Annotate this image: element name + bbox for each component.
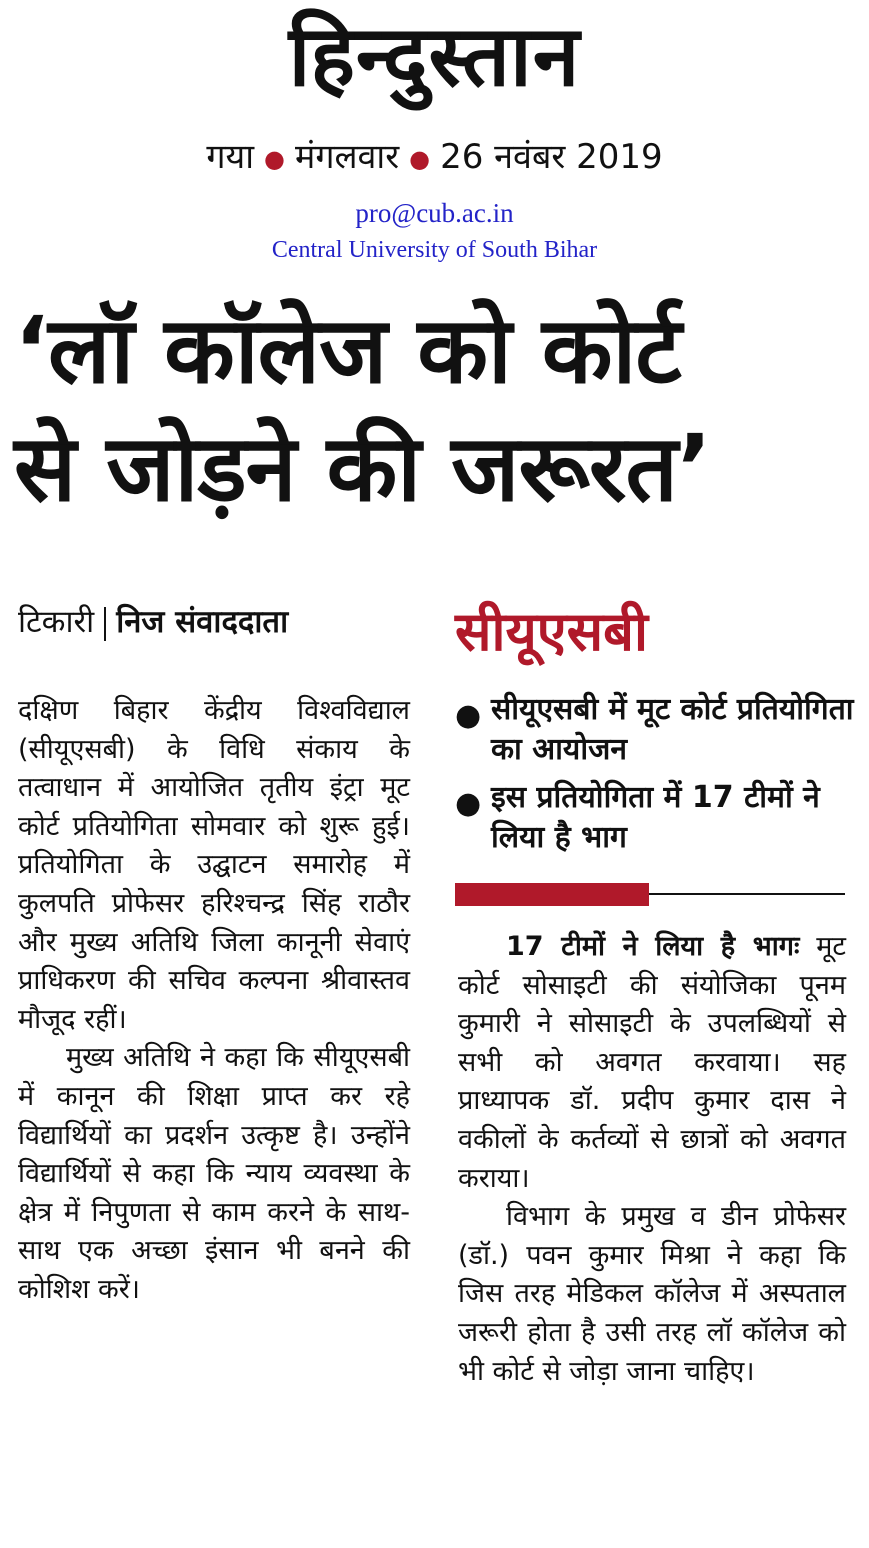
headline-line-1: ‘लॉ कॉलेज को कोर्ट (14, 297, 681, 404)
headline-line-2: से जोड़ने की जरूरत’ (14, 415, 711, 522)
article-paragraph: विभाग के प्रमुख व डीन प्रोफेसर (डॉ.) पवन कुमार मिश्रा ने कहा कि जिस तरह मेडिकल कॉलेज में अस्पताल जरूरी होता है उसी तरह लॉ कॉलेज को भी कोर्ट से जोड़ा जाना चाहिए। (458, 1201, 846, 1387)
section-divider-line (649, 893, 845, 895)
dateline (0, 137, 869, 177)
dateline-date: 26 नवंबर 2019 (440, 137, 663, 177)
article-right-column (458, 928, 846, 1391)
byline-divider (104, 607, 106, 641)
subhead-lead: 17 टीमों ने लिया है भागः (506, 931, 800, 962)
article-headline (14, 292, 864, 528)
article-left-column (18, 692, 410, 1310)
list-item (455, 690, 855, 770)
stamp-email: pro@cub.ac.in (355, 198, 514, 228)
article-paragraph: मुख्य अतिथि ने कहा कि सीयूएसबी में कानून की शिक्षा प्राप्त कर रहे विद्यार्थियों का प्रदर्शन उत्कृष्ट है। उन्होंने विद्यार्थियों से कहा कि न्याय व्यवस्था के क्षेत्र में निपुणता से काम करने के साथ-साथ एक अच्छा इंसान भी बनने की कोशिश करें। (18, 1042, 410, 1305)
paragraph-text: मूट कोर्ट सोसाइटी की संयोजिका पूनम कुमारी ने सोसाइटी के उपलब्धियों से सभी को अवगत करवाया। सह प्राध्यापक डॉ. प्रदीप कुमार दास ने वकीलों के कर्तव्यों से छात्रों को अवगत कराया। (458, 931, 846, 1194)
article-paragraph (458, 928, 846, 1198)
newspaper-masthead: हिन्दुस्तान (288, 7, 581, 105)
bullet-dot-icon: ● (264, 144, 285, 173)
bullet-dot-icon: ● (455, 786, 482, 821)
bullet-text: इस प्रतियोगिता में 17 टीमों ने लिया है भाग (491, 780, 820, 855)
section-divider-accent (455, 883, 649, 906)
byline-reporter: निज संवाददाता (116, 604, 289, 640)
highlight-bullets (455, 690, 855, 866)
byline (18, 600, 288, 642)
bullet-text: सीयूएसबी में मूट कोर्ट प्रतियोगिता का आयोजन (491, 692, 854, 767)
section-tag: सीयूएसबी (455, 600, 648, 663)
dateline-city: गया (206, 137, 255, 177)
stamp-university: Central University of South Bihar (271, 237, 598, 263)
article-paragraph: दक्षिण बिहार केंद्रीय विश्वविद्याल (सीयूएसबी) के विधि संकाय के तत्वाधान में आयोजित तृतीय इंट्रा मूट कोर्ट प्रतियोगिता सोमवार को शुरू हुई। प्रतियोगिता के उद्घाटन समारोह में कुलपति प्रोफेसर हरिश्चन्द्र सिंह राठौर और मुख्य अतिथि जिला कानूनी सेवाएं प्राधिकरण की सचिव कल्पना श्रीवास्तव मौजूद रहीं। (18, 695, 410, 1035)
bullet-dot-icon: ● (455, 698, 482, 733)
list-item (455, 778, 855, 858)
dateline-day: मंगलवार (295, 137, 400, 177)
bullet-dot-icon: ● (409, 144, 431, 173)
byline-place: टिकारी (18, 604, 95, 640)
